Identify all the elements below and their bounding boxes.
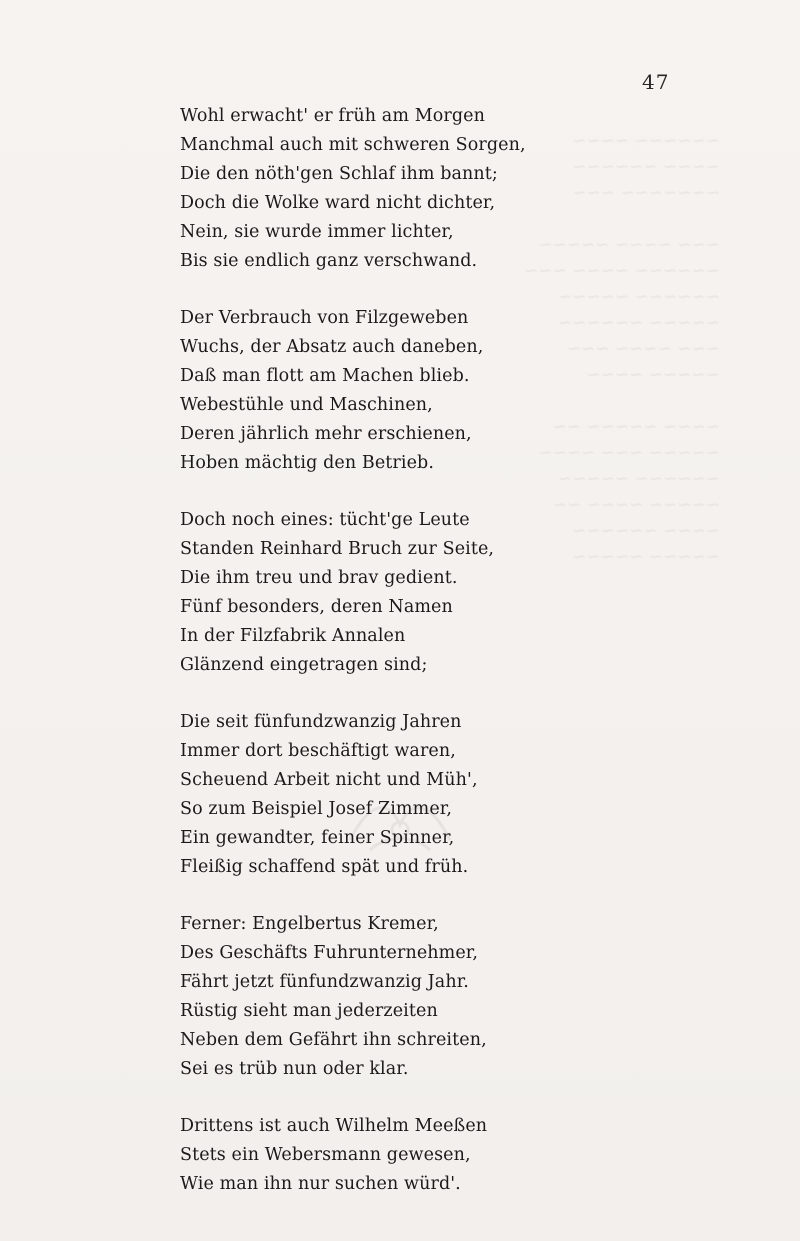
stanza [180,708,580,882]
poem-line: Scheuend Arbeit nicht und Müh', [180,770,478,790]
poem-line: Nein, sie wurde immer lichter, [180,222,454,242]
poem-line: Ein gewandter, feiner Spinner, [180,828,455,848]
poem-line: Standen Reinhard Bruch zur Seite, [180,539,495,559]
poem-line: Deren jährlich mehr erschienen, [180,424,472,444]
poem-line: So zum Beispiel Josef Zimmer, [180,799,452,819]
poem-line: Die seit fünfundzwanzig Jahren [180,712,462,732]
poem-line: Wie man ihn nur suchen würd'. [180,1174,461,1194]
stanza [180,1112,580,1199]
stanza [180,102,580,276]
poem-line: Daß man flott am Machen blieb. [180,366,470,386]
poem-line: Rüstig sieht man jederzeiten [180,1001,438,1021]
poem-line: In der Filzfabrik Annalen [180,626,406,646]
stanza [180,910,580,1084]
poem-line: Fährt jetzt fünfundzwanzig Jahr. [180,972,469,992]
poem-line: Drittens ist auch Wilhelm Meeßen [180,1116,488,1136]
poem-line: Fleißig schaffend spät und früh. [180,857,469,877]
poem-line: Neben dem Gefährt ihn schreiten, [180,1030,487,1050]
poem-line: Doch die Wolke ward nicht dichter, [180,193,496,213]
poem [180,102,580,1227]
poem-line: Wuchs, der Absatz auch daneben, [180,337,484,357]
poem-line: Glänzend eingetragen sind; [180,655,428,675]
poem-line: Fünf besonders, deren Namen [180,597,453,617]
poem-line: Ferner: Engelbertus Kremer, [180,914,439,934]
poem-line: Des Geschäfts Fuhrunternehmer, [180,943,479,963]
poem-line: Stets ein Webersmann gewesen, [180,1145,471,1165]
poem-line: Hoben mächtig den Betrieb. [180,453,435,473]
poem-line: Immer dort beschäftigt waren, [180,741,456,761]
poem-line: Die ihm treu und brav gedient. [180,568,458,588]
stanza [180,304,580,478]
poem-line: Webestühle und Maschinen, [180,395,433,415]
poem-line: Wohl erwacht' er früh am Morgen [180,106,485,126]
reverse-page-bleed-through: ~~~~~~ ~~~~ ~~~~ ~~~~~~ ~~~~~~~ ~~~ ~~~ ~~~~ ~~~~~ ~~~~~~ ~~~~ ~~~ ~~~~~~ ~~~~~ ~~~~~ ~~~~~~ ~~~ ~~~~ ~~~ ~~~~~ ~~~~ ~~~~ ~~~~~ ~~ ~~~~~ ~~~ ~~~~ ~~~~~~ ~~~~~ ~~~~~ ~~~~ ~~ ~~~~ ~~~~~~ ~~~~~ ~~~~~ [524,131,720,567]
stanza [180,506,580,680]
poem-line: Der Verbrauch von Filzgeweben [180,308,469,328]
page-number: 47 [642,70,670,94]
poem-line: Manchmal auch mit schweren Sorgen, [180,135,526,155]
poem-line: Bis sie endlich ganz verschwand. [180,251,478,271]
poem-line: Die den nöth'gen Schlaf ihm bannt; [180,164,498,184]
poem-line: Sei es trüb nun oder klar. [180,1059,409,1079]
poem-line: Doch noch eines: tücht'ge Leute [180,510,470,530]
